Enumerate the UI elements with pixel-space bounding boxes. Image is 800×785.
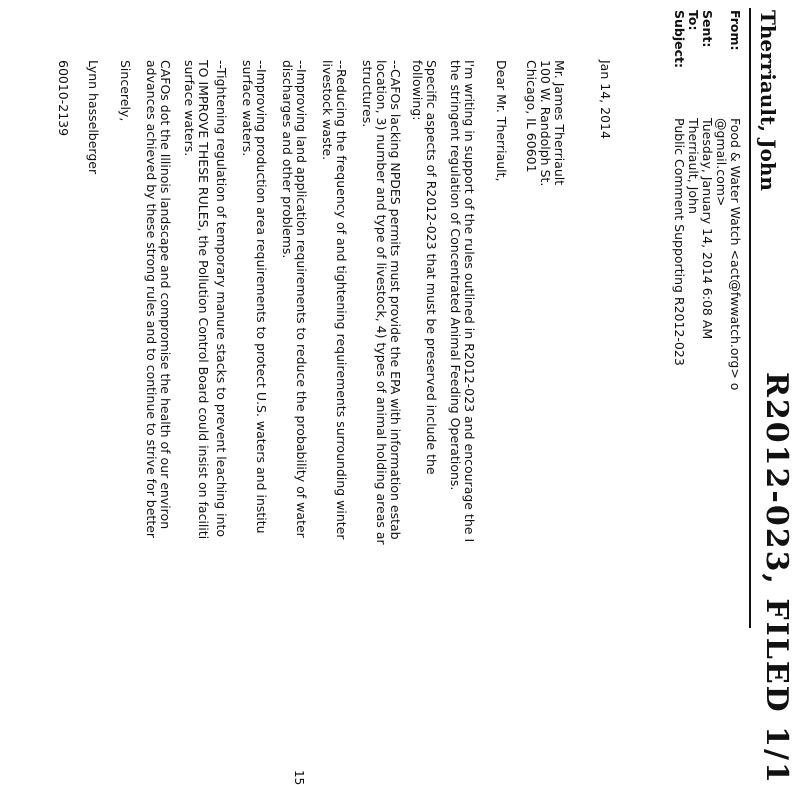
item-1-line-3: structures. (360, 60, 375, 128)
signer-name: Lynn hasselberger (86, 60, 101, 175)
salutation: Dear Mr. Therriault, (494, 60, 509, 182)
item-5-line-2: TO IMPROVE THESE RULES, the Pollution Control Board could insist on faciliti (196, 60, 211, 540)
to-value: Therriault, John (686, 118, 701, 214)
header-rule (749, 8, 751, 628)
aspects-line-2: following: (410, 60, 425, 121)
item-1-line-1: --CAFOs lacking NPDES permits must provide the EPA with information estab (388, 60, 403, 540)
sent-value: Tuesday, January 14, 2014 6:08 AM (700, 118, 715, 340)
item-2-line-2: livestock waste. (320, 60, 335, 161)
item-4-line-2: surface waters. (240, 60, 255, 157)
letter-date: Jan 14, 2014 (598, 60, 613, 139)
closing-line-2: advances achieved by these strong rules and to continue to strive for better (144, 60, 159, 539)
from-value-1: Food & Water Watch <act@fwwatch.org> o (728, 118, 743, 391)
intro-line-1: I'm writing in support of the rules outlined in R2012-023 and encourage the I (462, 60, 477, 543)
page-number: 15 (292, 770, 306, 785)
item-3-line-1: --Improving land application requirements to reduce the probability of water (294, 60, 309, 538)
address-line-3: Chicago, IL 60601 (524, 60, 539, 173)
sender-name: Therriault, John (756, 10, 780, 191)
sign-off: Sincerely, (118, 60, 133, 122)
address-line-1: Mr. James Therriault (552, 60, 567, 186)
subject-label: Subject: (672, 10, 687, 68)
item-3-line-2: discharges and other problems. (280, 60, 295, 259)
from-label: From: (728, 10, 743, 51)
intro-line-2: the stringent regulation of Concentrated Animal Feeding Operations. (448, 60, 463, 491)
subject-value: Public Comment Supporting R2012-023 (672, 118, 687, 366)
item-1-line-2: location, 3) number and type of livestock, 4) types of animal holding areas ar (374, 60, 389, 545)
from-value-2: @gmail.com> (714, 118, 729, 207)
aspects-line-1: Specific aspects of R2012-023 that must be preserved include the (424, 60, 439, 475)
sent-label: Sent: (700, 10, 715, 48)
item-4-line-1: --Improving production area requirements to protect U.S. waters and institu (254, 60, 269, 534)
address-line-2: 100 W. Randolph St. (538, 60, 553, 187)
filing-stamp: R2012-023, FILED 1/1 (759, 372, 794, 785)
item-5-line-1: --Tightening regulation of temporary manure stacks to prevent leaching into (214, 60, 229, 538)
closing-line-1: CAFOs dot the Illinois landscape and compromise the health of our environ (158, 60, 173, 530)
signer-zip: 60010-2139 (56, 60, 71, 137)
item-2-line-1: --Reducing the frequency of and tightening requirements surrounding winter (334, 60, 349, 540)
item-5-line-3: surface waters. (182, 60, 197, 157)
to-label: To: (686, 10, 701, 31)
